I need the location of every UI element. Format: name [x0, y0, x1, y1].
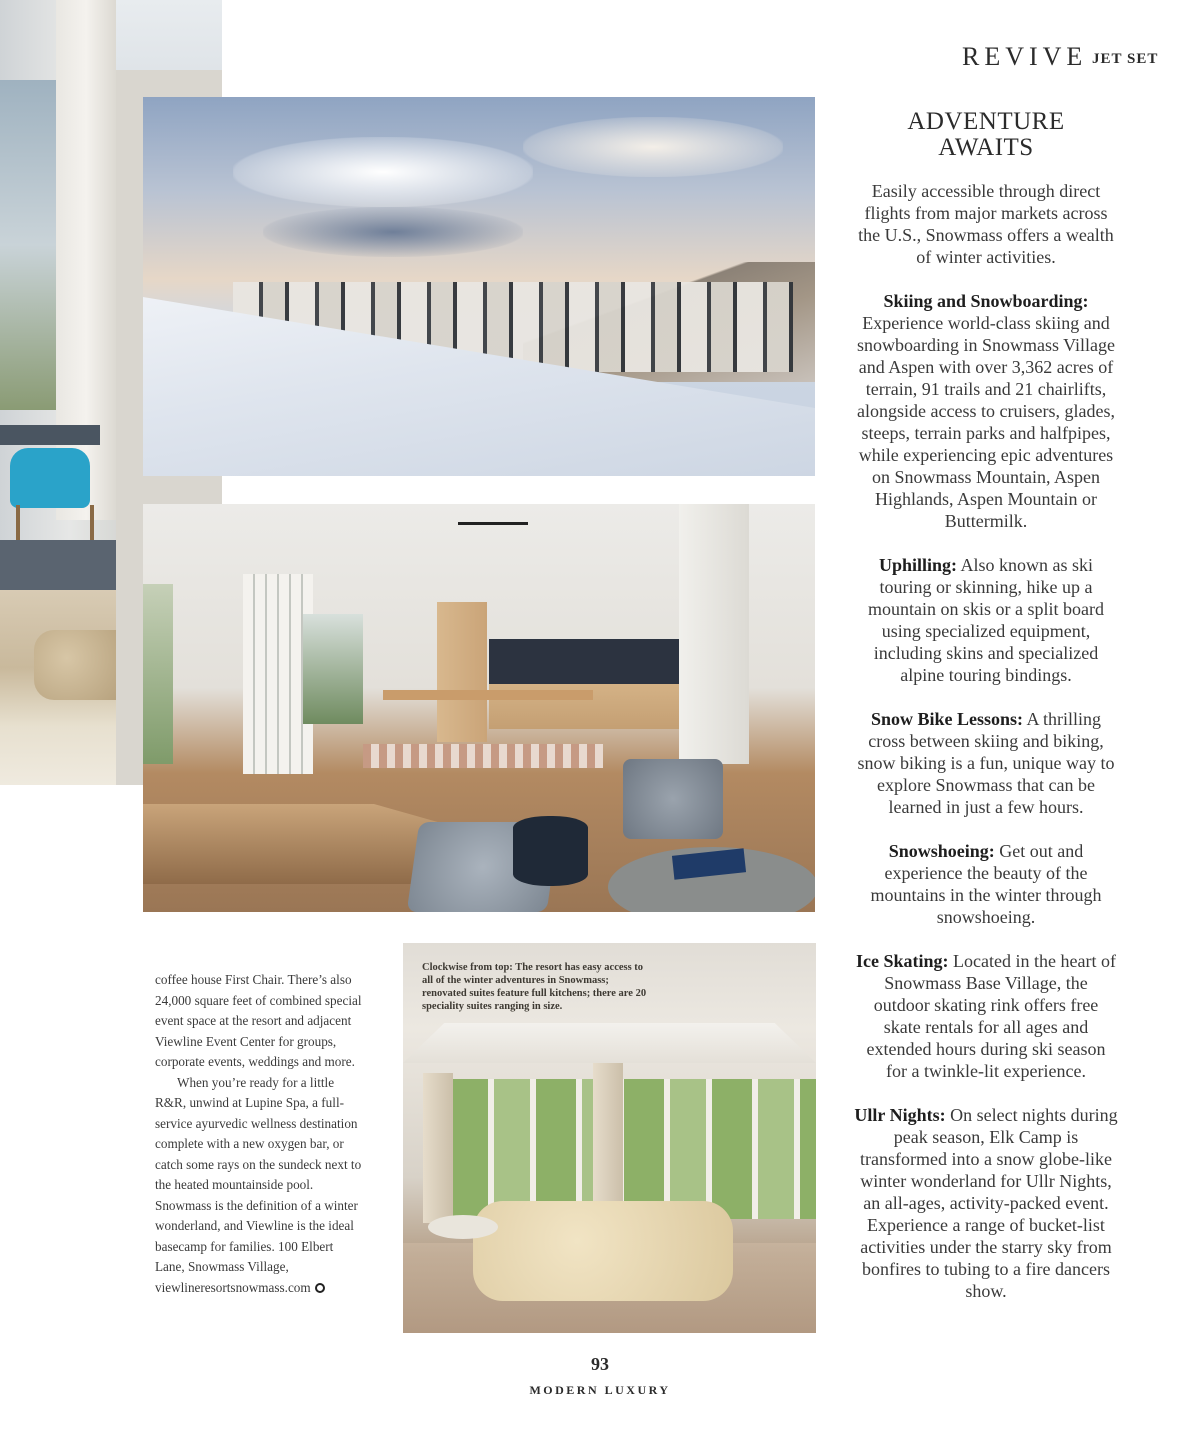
sidebar-item-snow-bike [854, 708, 1118, 818]
sidebar-item-text: Get out and experience the beauty of the mountains in the winter through snowshoeing. [870, 841, 1102, 927]
sidebar-item-text: On select nights during peak season, Elk Camp is transformed into a snow globe-like winter wonderland for Ullr Nights, an all-ages, activity-packed event. Experience a range of bucket-list activities under the starry sky from bonfires to tubing to a fire dancers show. [860, 1105, 1118, 1301]
section-subtitle: JET SET [1092, 51, 1159, 67]
article-column [155, 970, 365, 1298]
sidebar-item-text: Located in the heart of Snowmass Base Village, the outdoor skating rink offers free skate rentals for all ages and extended hours during ski season for a twinkle-lit experience. [866, 951, 1116, 1081]
article-paragraph [155, 1073, 365, 1299]
publication-name: MODERN LUXURY [529, 1383, 671, 1397]
sidebar-intro: Easily accessible through direct flights from major markets across the U.S., Snowmass offers a wealth of winter activities. [858, 181, 1114, 267]
sidebar-item-heading: Ullr Nights: [854, 1105, 946, 1125]
article-paragraph: coffee house First Chair. There’s also 24,000 square feet of combined special event space at the resort and adjacent Viewline Event Center for groups, corporate events, weddings and more. [155, 972, 362, 1069]
section-title: REVIVE [962, 42, 1088, 71]
sidebar-item-uphilling [854, 554, 1118, 686]
sidebar-title-line-2: AWAITS [938, 134, 1034, 161]
article-paragraph-text: When you’re ready for a little R&R, unwind at Lupine Spa, a full-service ayurvedic wellness destination complete with a new oxygen bar, or catch some rays on the sundeck next to the heated mountainside pool. Snowmass is the definition of a winter wonderland, and Viewline is the ideal basecamp for families. 100 Elbert Lane, Snowmass Village, viewlineresortsnowmass.com [155, 1074, 362, 1295]
sidebar-item-text: A thrilling cross between skiing and biking, snow biking is a fun, unique way to explore Snowmass that can be learned in just a few hours. [857, 709, 1115, 817]
sidebar-item-heading: Snow Bike Lessons: [870, 709, 1023, 729]
sidebar-item-heading: Ice Skating: [856, 951, 949, 971]
sidebar-item-text: Also known as ski touring or skinning, hike up a mountain on skis or a split board using specialized equipment, including skins and specialized alpine touring bindings. [868, 555, 1104, 685]
sidebar-item-ice-skating [854, 950, 1118, 1082]
end-mark-icon [315, 1283, 325, 1293]
sidebar-item-heading: Snowshoeing: [888, 841, 995, 861]
photo-caption: Clockwise from top: The resort has easy access to all of the winter adventures in Snowmass; renovated suites feature full kitchens; there are 20 speciality suites ranging in size. [422, 962, 647, 1012]
sidebar-title-line-1: ADVENTURE [907, 108, 1065, 135]
sidebar-item-heading: Uphilling: [878, 555, 957, 575]
sidebar-item-snowshoeing [854, 840, 1118, 928]
sidebar-item-text: Experience world-class skiing and snowboarding in Snowmass Village and Aspen with over 3,362 acres of terrain, 91 trails and 21 chairlifts, alongside access to cruisers, glades, steeps, terrain parks and halfpipes, while experiencing epic adventures on Snowmass Mountain, Aspen Highlands, Aspen Mountain or Buttermilk. [856, 313, 1116, 531]
suite-kitchen-photo [143, 504, 815, 912]
sidebar-item-ullr-nights [854, 1104, 1118, 1302]
sidebar-item-skiing [854, 290, 1118, 532]
sidebar-title [858, 109, 1114, 161]
sidebar-item-heading: Skiing and Snowboarding: [883, 291, 1089, 311]
page-number: 93 [591, 1354, 609, 1374]
resort-mountain-photo [143, 97, 815, 476]
sidebar-body [854, 180, 1118, 1324]
